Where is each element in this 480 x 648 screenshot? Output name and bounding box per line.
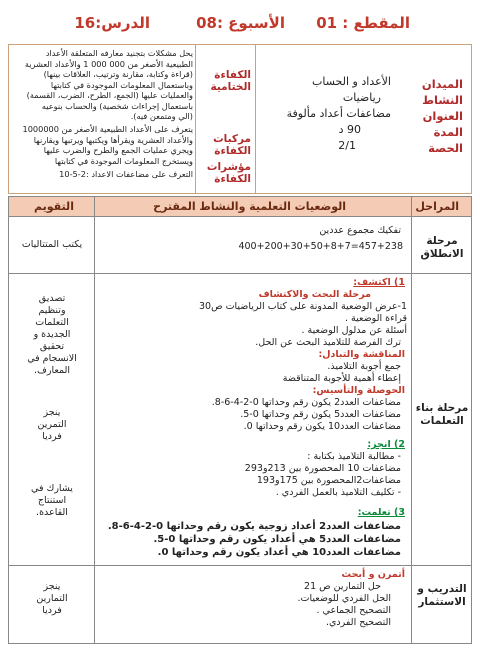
learned-line-2: مضاعفات العدد5 هي أعداد يكون رقم وحداتها 0-5. xyxy=(153,534,401,545)
search-line-3: أسئلة عن مدلول الوضعية . xyxy=(301,325,407,336)
lesson-label: الدرس:16 xyxy=(74,14,150,32)
phase-build: مرحلة بناء التعلمات xyxy=(415,402,469,427)
field-title: العنوان xyxy=(422,109,463,123)
final-competence-label: الكفاءة الختامية xyxy=(210,69,251,93)
train-line-2: الحل الفردي للوضعيات. xyxy=(297,593,391,604)
start-eval: يكتب المتتاليات xyxy=(21,239,83,250)
conclude-line-2: مضاعفات العدد5 يكون رقم وحداتها 0-5. xyxy=(240,409,401,420)
phase-train: التدريب و الاستثمار xyxy=(417,583,467,608)
learned-line-1: مضاعفات العدد2 أعداد زوجية يكون رقم وحداتها 0-2-4-6-8. xyxy=(107,521,401,532)
col-phases: المراحل xyxy=(415,200,459,213)
practice-line-4: - تكليف التلاميذ بالعمل الفردي . xyxy=(275,487,401,498)
practice-line-2: مضاعفات 10 المحصورة بين 213و293 xyxy=(244,463,401,474)
field-session: الحصة xyxy=(428,141,463,155)
discuss-line-2: إعطاء أهمية للأجوبة المتناقضة xyxy=(282,373,401,384)
lesson-table xyxy=(8,196,472,644)
train-line-4: التصحيح الفردي. xyxy=(325,617,391,628)
conclude-title: الحوصلة والتأسيس: xyxy=(312,385,405,396)
train-eval: ينجز التمارين فرديا xyxy=(36,581,68,616)
conclude-line-3: مضاعفات العدد10 يكون رقم وحداتها 0. xyxy=(243,421,401,432)
indicators-label: مؤشرات الكفاءة xyxy=(206,161,251,185)
practice-title: 2) انجز: xyxy=(367,439,405,450)
value-domain: الأعداد و الحساب xyxy=(312,75,391,88)
field-domain: الميدان xyxy=(421,77,463,91)
conclude-line-1: مضاعفات العدد2 يكون رقم وحداتها 0-2-4-6-8. xyxy=(211,397,401,408)
table-header xyxy=(9,197,471,217)
value-title: مضاعفات أعداد مألوفة xyxy=(286,107,391,120)
phase-start: مرحلة الانطلاق xyxy=(420,235,464,260)
value-activity: رياضيات xyxy=(342,91,381,104)
train-line-1: حل التمارين ص 21 xyxy=(304,581,381,592)
components-text: يتعرف على الأعداد الطبيعية الأصغر من 1000000 والأعداد العشرية ويقرأها ويكتبها ويرتبها ويقارنها ويجري عمليات الجمع والطرح والضرب عليها ويستخرج المعلومات الموجودة في كتابتها xyxy=(22,124,193,166)
discuss-line-1: جمع أجوبة التلاميذ. xyxy=(327,361,401,372)
segment-label: المقطع : 01 xyxy=(316,14,410,32)
col-eval: التقويم xyxy=(34,200,74,213)
final-competence-text: يحل مشكلات بتجنيد معارفه المتعلقة الأعداد الطبيعية الأصغر من 000 000 1 والأعداد العشرية (قراءة وكتابة، مقارنة وترتيب، العلاقات بينها) وباستعمال المعلومات الموجودة في كتابتها والعمليات عليها (الجمع، الطرح، الضرب، القسمة) باستعمال إجراءات شخصية) والحساب بنوعيه (الي ومتمعن فيه). xyxy=(24,48,193,121)
value-duration: 90 د xyxy=(338,123,361,136)
start-line-2: 457+238=400+200+30+50+8+7 xyxy=(238,241,403,252)
discover-title: 1) اكتشف: xyxy=(353,277,405,288)
practice-line-3: مضاعفات2المحصورة بين 175و193 xyxy=(256,475,401,486)
field-activity: النشاط xyxy=(422,93,463,107)
search-line-2: قراءة الوضعية . xyxy=(345,313,407,324)
discuss-title: المناقشة والتبادل: xyxy=(318,349,405,360)
start-line-1: تفكيك مجموع عددين xyxy=(319,225,401,236)
train-title: أتمرن و أبحث xyxy=(341,569,405,580)
lesson-header xyxy=(0,0,480,40)
search-line-4: ترك الفرصة للتلاميذ البحث عن الحل. xyxy=(255,337,401,348)
components-label: مركبات الكفاءة xyxy=(213,133,251,157)
field-duration: المدة xyxy=(433,125,463,139)
learned-line-3: مضاعفات العدد10 هي أعداد يكون رقم وحداتها 0. xyxy=(157,547,401,558)
train-line-3: التصحيح الجماعي . xyxy=(316,605,391,616)
col-activities: الوضعيات التعلمية والنشاط المقترح xyxy=(153,200,346,213)
week-label: الأسبوع :08 xyxy=(196,14,285,32)
indicators-text: التعرف على مضاعفات الاعداد :2-5-10 xyxy=(59,169,193,179)
learned-title: 3) تعلمت: xyxy=(357,507,405,518)
lesson-info-box xyxy=(8,44,472,194)
search-line-1: 1-عرض الوضعية المدونة على كتاب الرياضيات ص30 xyxy=(198,301,407,312)
build-eval-a: تصديق وتنظيم التعلمات الجديدة و تحقيق الانسجام في المعارف. xyxy=(27,293,77,376)
build-eval-b: ينجز التمرين فرديا xyxy=(37,407,67,442)
value-session: 2/1 xyxy=(338,139,356,152)
practice-line-1: - مطالبة التلاميذ بكتابة : xyxy=(307,451,401,462)
search-title: مرحلة البحث والاكتشاف xyxy=(258,289,371,300)
build-eval-c: يشارك في استنتاج القاعدة. xyxy=(31,483,73,518)
